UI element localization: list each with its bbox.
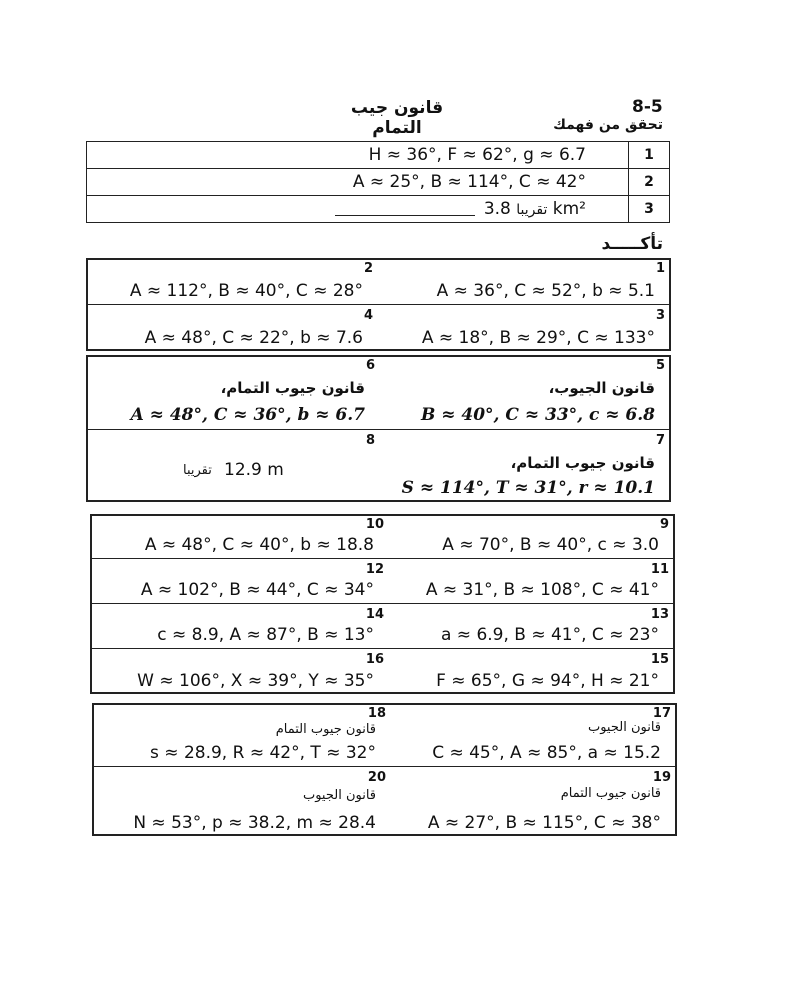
exercise-answer: F ≈ 65°, G ≈ 94°, H ≈ 21°	[436, 671, 659, 691]
law-name: قانون جيوب التمام	[275, 722, 376, 737]
check-row	[87, 169, 670, 196]
exercise-answer: c ≈ 8.9, A ≈ 87°, B ≈ 13°	[157, 625, 374, 645]
exercise-12	[90, 559, 390, 604]
check-understanding-heading: تحقق من فهمك	[553, 117, 663, 133]
exercise-10	[90, 514, 390, 559]
lesson-number: 8-5	[632, 97, 663, 117]
exercise-number: 10	[365, 517, 384, 532]
exercise-answer: A ≈ 112°, B ≈ 40°, C ≈ 28°	[129, 281, 363, 301]
exercise-answer: B ≈ 40°, C ≈ 33°, c ≈ 6.8	[420, 405, 655, 425]
check-answer: H ≈ 36°, F ≈ 62°, g ≈ 6.7	[87, 142, 629, 169]
distance-value: 12.9 m	[224, 460, 284, 480]
check-table	[86, 141, 670, 223]
exercise-number: 9	[659, 517, 669, 532]
exercise-answer: S ≈ 114°, T ≈ 31°, r ≈ 10.1	[401, 478, 655, 498]
check-number: 1	[629, 142, 670, 169]
area-value: 3.8 km²	[483, 199, 586, 219]
exercise-number: 13	[650, 607, 669, 622]
exercise-8	[86, 430, 381, 502]
exercise-20	[92, 767, 392, 836]
law-name: قانون الجيوب	[302, 788, 376, 803]
law-name: قانون الجيوب	[587, 720, 661, 735]
law-name: قانون جيوب التمام	[560, 786, 661, 801]
exercise-answer: A ≈ 18°, B ≈ 29°, C ≈ 133°	[421, 328, 655, 348]
exercise-6	[86, 355, 381, 430]
exercise-5	[380, 355, 671, 430]
check-row	[87, 142, 670, 169]
exercise-answer: A ≈ 48°, C ≈ 40°, b ≈ 18.8	[144, 535, 374, 555]
exercise-number: 17	[652, 706, 671, 721]
exercise-answer: A ≈ 48°, C ≈ 22°, b ≈ 7.6	[144, 328, 363, 348]
law-name: قانون جيوب التمام،	[220, 379, 365, 397]
exercise-number: 1	[655, 261, 665, 276]
exercise-number: 18	[367, 706, 386, 721]
check-row	[87, 196, 670, 223]
exercise-answer: W ≈ 106°, X ≈ 39°, Y ≈ 35°	[137, 671, 374, 691]
exercise-answer: A ≈ 102°, B ≈ 44°, C ≈ 34°	[140, 580, 374, 600]
exercise-answer: A ≈ 48°, C ≈ 36°, b ≈ 6.7	[130, 405, 365, 425]
exercise-17	[391, 703, 677, 767]
law-name: قانون الجيوب،	[548, 379, 655, 397]
exercise-number: 8	[365, 433, 375, 448]
underline-stroke	[335, 215, 475, 216]
exercise-number: 6	[365, 358, 375, 373]
approx-word: تقريبا	[183, 463, 212, 478]
exercise-18	[92, 703, 392, 767]
exercise-number: 3	[655, 308, 665, 323]
exercise-15	[389, 649, 675, 694]
law-name: قانون جيوب التمام،	[510, 454, 655, 472]
exercise-9	[389, 514, 675, 559]
exercise-answer: A ≈ 27°, B ≈ 115°, C ≈ 38°	[427, 813, 661, 833]
check-number: 2	[629, 169, 670, 196]
exercise-2	[86, 258, 379, 305]
exercise-3	[378, 305, 671, 351]
exercise-13	[389, 604, 675, 649]
exercise-number: 2	[363, 261, 373, 276]
exercise-number: 20	[367, 770, 386, 785]
exercise-1	[378, 258, 671, 305]
exercise-11	[389, 559, 675, 604]
exercise-number: 11	[650, 562, 669, 577]
exercise-number: 7	[655, 433, 665, 448]
confirm-heading: تأكـــــد	[601, 234, 663, 254]
exercise-answer: A ≈ 70°, B ≈ 40°, c ≈ 3.0	[442, 535, 659, 555]
exercise-answer: C ≈ 45°, A ≈ 85°, a ≈ 15.2	[432, 743, 661, 763]
exercise-14	[90, 604, 390, 649]
exercise-number: 14	[365, 607, 384, 622]
exercise-answer: A ≈ 31°, B ≈ 108°, C ≈ 41°	[425, 580, 659, 600]
exercise-number: 5	[655, 358, 665, 373]
exercise-19	[391, 767, 677, 836]
exercise-answer: a ≈ 6.9, B ≈ 41°, C ≈ 23°	[440, 625, 659, 645]
check-answer: A ≈ 25°, B ≈ 114°, C ≈ 42°	[87, 169, 629, 196]
exercise-answer: A ≈ 36°, C ≈ 52°, b ≈ 5.1	[436, 281, 655, 301]
check-number: 3	[629, 196, 670, 223]
exercise-number: 12	[365, 562, 384, 577]
check-answer	[87, 196, 629, 223]
exercise-answer: s ≈ 28.9, R ≈ 42°, T ≈ 32°	[150, 743, 376, 763]
exercise-number: 4	[363, 308, 373, 323]
exercise-number: 15	[650, 652, 669, 667]
exercise-4	[86, 305, 379, 351]
page-title: قانون جيب التمام	[350, 98, 444, 138]
exercise-7	[380, 430, 671, 502]
exercise-number: 16	[365, 652, 384, 667]
exercise-answer: N ≈ 53°, p ≈ 38.2, m ≈ 28.4	[133, 813, 376, 833]
exercise-16	[90, 649, 390, 694]
approx-word: تقريبا	[516, 202, 548, 218]
exercise-number: 19	[652, 770, 671, 785]
